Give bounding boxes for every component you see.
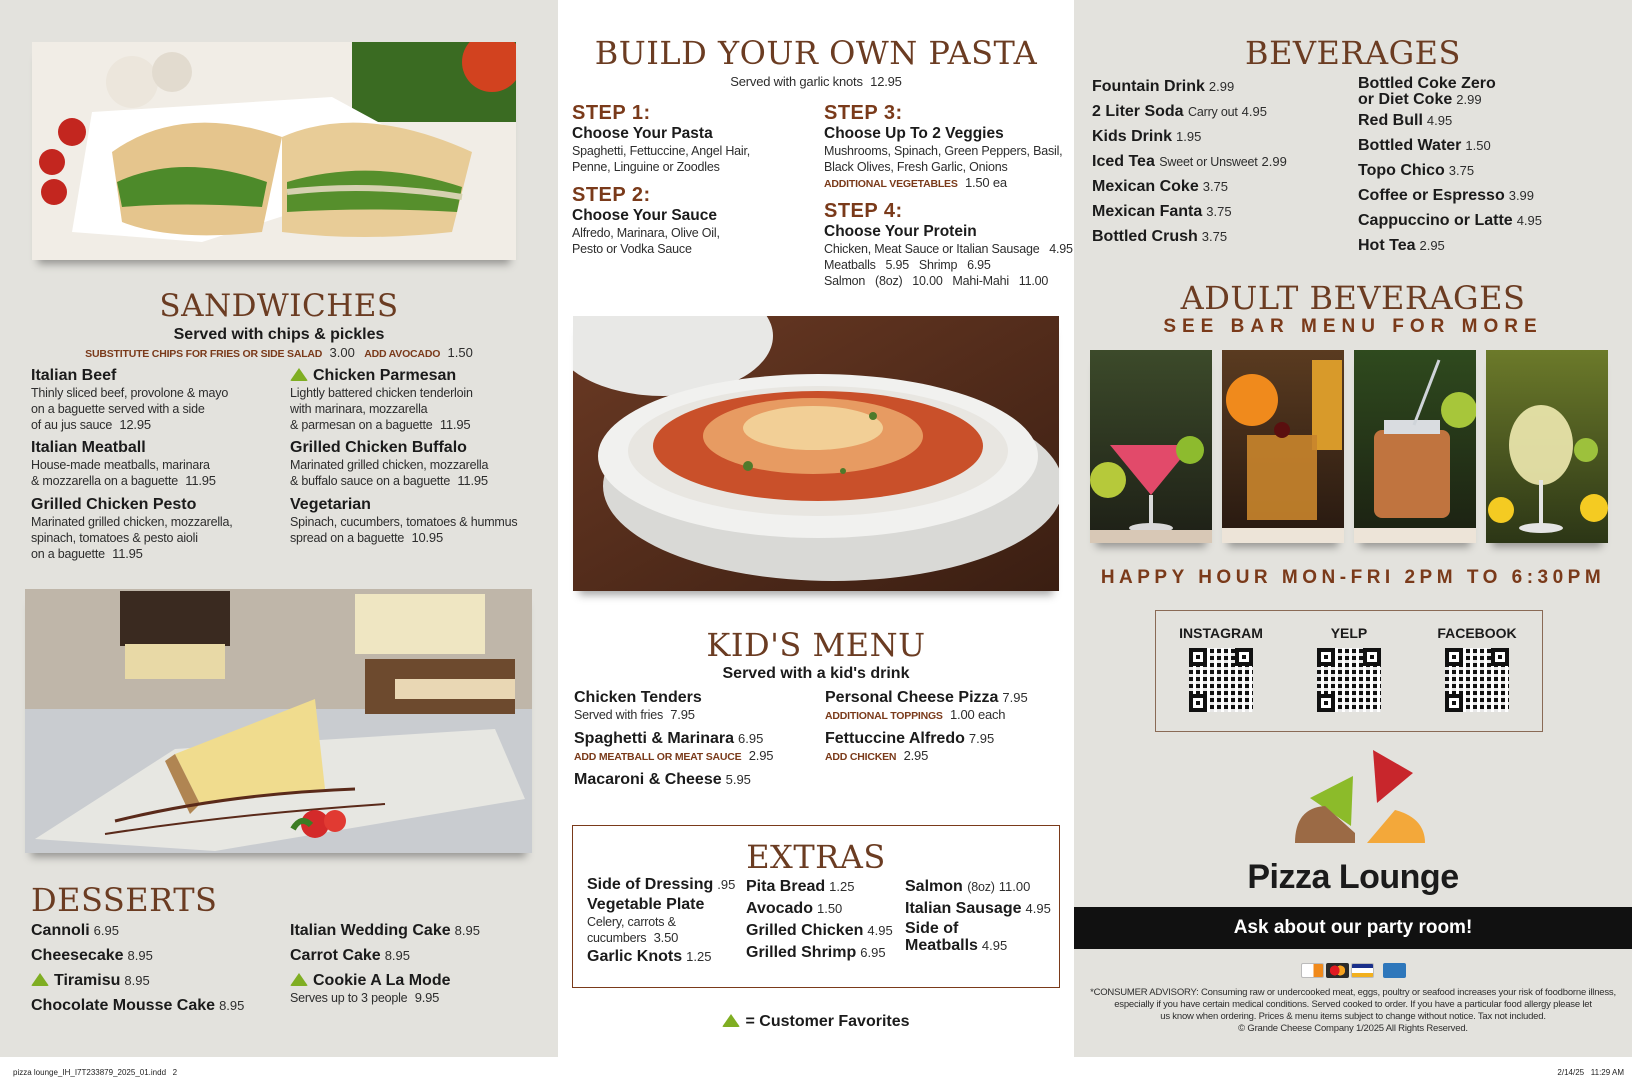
sandwich-item: [31, 496, 281, 562]
kids-title: KID'S MENU: [706, 626, 926, 664]
cocktail-photo: [1486, 350, 1608, 543]
avocado-label: ADD AVOCADO: [364, 348, 441, 360]
pasta-step-2: STEP 2: Choose Your Sauce Alfredo, Marinara, Olive Oil, Pesto or Vodka Sauce: [572, 184, 720, 256]
social-instagram[interactable]: INSTAGRAM: [1166, 625, 1276, 712]
dessert-item: Chocolate Mousse Cake 8.95: [31, 997, 245, 1014]
beverage-item: Bottled Water 1.50: [1358, 137, 1491, 154]
print-timestamp: 2/14/25 11:29 AM: [1557, 1068, 1624, 1077]
extras-col-3: Salmon (8oz) 11.00 Italian Sausage 4.95 Side of Meatballs 4.95: [905, 878, 1051, 954]
right-panel: [1074, 0, 1632, 1057]
dessert-item: Cannoli 6.95: [31, 922, 119, 939]
avocado-price: 1.50: [447, 345, 473, 360]
social-yelp[interactable]: YELP: [1294, 625, 1404, 712]
beverage-item: Coffee or Espresso 3.99: [1358, 187, 1535, 204]
beverage-item: Topo Chico 3.75: [1358, 162, 1475, 179]
dessert-item: Tiramisu 8.95: [31, 972, 150, 990]
social-facebook[interactable]: FACEBOOK: [1422, 625, 1532, 712]
favorite-icon: [31, 973, 49, 986]
kids-item: Spaghetti & Marinara 6.95 ADD MEATBALL OR MEAT SAUCE 2.95: [574, 730, 774, 763]
visa-icon: [1351, 963, 1374, 978]
qr-code-icon[interactable]: [1317, 648, 1381, 712]
cocktail-photo: [1222, 350, 1344, 543]
sandwich-desc: Marinated grilled chicken, mozzarella & buffalo sauce on a baguette 11.95: [290, 458, 489, 488]
sandwich-name: Grilled Chicken Pesto: [31, 496, 197, 513]
dessert-photo: [25, 589, 532, 853]
party-room-banner: Ask about our party room!: [1074, 907, 1632, 949]
beverage-item: Cappuccino or Latte 4.95: [1358, 212, 1542, 229]
social-box: [1155, 610, 1543, 732]
pasta-subtitle: Served with garlic knots 12.95: [730, 74, 902, 89]
dessert-item: Carrot Cake 8.95: [290, 947, 411, 964]
sandwich-name: Italian Meatball: [31, 439, 146, 456]
kids-item: Macaroni & Cheese 5.95: [574, 771, 751, 788]
sandwich-desc: Thinly sliced beef, provolone & mayo on a baguette served with a side of au jus sauce 12.95: [31, 386, 229, 432]
kids-subtitle: Served with a kid's drink: [722, 665, 910, 682]
beverage-item: 2 Liter Soda Carry out 4.95: [1092, 103, 1267, 120]
sandwich-photo: [32, 42, 516, 260]
beverage-item: Kids Drink 1.95: [1092, 128, 1202, 145]
sandwich-name: Italian Beef: [31, 367, 117, 384]
sandwich-name: Vegetarian: [290, 496, 371, 513]
extras-col-1: Side of Dressing .95 Vegetable Plate Celery, carrots & cucumbers 3.50 Garlic Knots 1.25: [587, 876, 736, 965]
sandwich-item: [31, 439, 281, 489]
old-fashioned-glass-icon: [1222, 350, 1344, 543]
pizza-lounge-logo: [1074, 748, 1632, 898]
payment-icons: [1074, 963, 1632, 983]
brand-name: Pizza Lounge: [1247, 858, 1459, 896]
adult-beverages-subtitle: SEE BAR MENU FOR MORE: [1163, 316, 1543, 337]
substitute-label: SUBSTITUTE CHIPS FOR FRIES OR SIDE SALAD: [85, 348, 323, 360]
cheesecake-illustration: [25, 589, 532, 853]
qr-code-icon[interactable]: [1189, 648, 1253, 712]
beverage-item: Mexican Fanta 3.75: [1092, 203, 1232, 220]
beverage-item: Bottled Crush 3.75: [1092, 228, 1228, 245]
sandwich-desc: House-made meatballs, marinara & mozzarella on a baguette 11.95: [31, 458, 216, 488]
sandwich-desc: Marinated grilled chicken, mozzarella, spinach, tomatoes & pesto aioli on a baguette 11.95: [31, 515, 233, 561]
beverage-item: Iced Tea Sweet or Unsweet 2.99: [1092, 153, 1287, 170]
left-panel: [0, 0, 558, 1057]
beverage-item: Hot Tea 2.95: [1358, 237, 1445, 254]
pasta-step-1: STEP 1: Choose Your Pasta Spaghetti, Fettuccine, Angel Hair, Penne, Linguine or Zoodles: [572, 102, 751, 174]
pizza-slices-icon: [1285, 748, 1435, 848]
amex-icon: [1383, 963, 1406, 978]
beverage-item: Fountain Drink 2.99: [1092, 78, 1235, 95]
sandwiches-substitute-line: [0, 345, 558, 360]
baked-pasta-illustration: [573, 316, 1059, 591]
dessert-item: Italian Wedding Cake 8.95: [290, 922, 480, 939]
sandwich-desc: Spinach, cucumbers, tomatoes & hummus spread on a baguette 10.95: [290, 515, 518, 545]
happy-hour: HAPPY HOUR MON-FRI 2PM TO 6:30PM: [1100, 567, 1606, 588]
kids-item: Fettuccine Alfredo 7.95 ADD CHICKEN 2.95: [825, 730, 995, 763]
file-slug: pizza lounge_IH_I7T233879_2025_01.indd 2: [13, 1068, 178, 1077]
kids-item: Personal Cheese Pizza 7.95 ADDITIONAL TOPPINGS 1.00 each: [825, 689, 1028, 722]
discover-icon: [1301, 963, 1324, 978]
sandwich-name: Grilled Chicken Buffalo: [290, 439, 467, 456]
beverages-col-1: [1092, 74, 1287, 249]
cocktail-photo: [1090, 350, 1212, 543]
extras-box: [572, 825, 1060, 988]
adult-beverages-title: ADULT BEVERAGES: [1180, 279, 1526, 317]
beverages-col-2: [1358, 74, 1542, 258]
sandwich-item: [290, 496, 550, 546]
sandwich-item: [290, 367, 550, 433]
sandwiches-title: SANDWICHES: [159, 288, 399, 324]
cocktail-photo: [1354, 350, 1476, 543]
favorite-icon: [722, 1014, 740, 1027]
dessert-item: Cheesecake 8.95: [31, 947, 153, 964]
middle-panel: [558, 0, 1074, 1057]
extras-col-2: Pita Bread 1.25 Avocado 1.50 Grilled Chicken 4.95 Grilled Shrimp 6.95: [746, 878, 893, 961]
wine-glass-icon: [1486, 350, 1608, 543]
sandwiches-subtitle: Served with chips & pickles: [173, 326, 385, 343]
qr-code-icon[interactable]: [1445, 648, 1509, 712]
mule-mug-icon: [1354, 350, 1476, 543]
sandwich-item: [31, 367, 281, 433]
pasta-photo: [573, 316, 1059, 591]
beverage-item: Red Bull 4.95: [1358, 112, 1453, 129]
sandwich-illustration: [32, 42, 516, 260]
beverage-item: Bottled Coke Zero or Diet Coke 2.99: [1358, 75, 1496, 108]
dessert-item: Cookie A La Mode Serves up to 3 people 9.95: [290, 972, 451, 1005]
pasta-step-4: STEP 4: Choose Your Protein Chicken, Meat Sauce or Italian Sausage 4.95 Meatballs 5.95 Shrimp 6.95 Salmon (8oz) 10.00 Mahi-Mahi 11.00: [824, 200, 1073, 288]
sandwich-item: [290, 439, 550, 489]
mastercard-icon: [1326, 963, 1349, 978]
cosmo-glass-icon: [1090, 350, 1212, 543]
beverage-item: Mexican Coke 3.75: [1092, 178, 1229, 195]
pasta-title: BUILD YOUR OWN PASTA: [594, 34, 1038, 72]
substitute-price: 3.00: [329, 345, 355, 360]
favorites-legend: = Customer Favorites: [558, 1013, 1074, 1031]
kids-item: Chicken Tenders Served with fries 7.95: [574, 689, 702, 722]
sandwich-desc: Lightly battered chicken tenderloin with marinara, mozzarella & parmesan on a baguette 11.95: [290, 386, 473, 432]
pasta-step-3: STEP 3: Choose Up To 2 Veggies Mushrooms, Spinach, Green Peppers, Basil, Black Olives, Fresh Garlic, Onions ADDITIONAL VEGETABLES 1.50 ea: [824, 102, 1063, 190]
consumer-advisory: *CONSUMER ADVISORY: Consuming raw or undercooked meat, eggs, poultry or seafood increases your risk of foodborne illness, especially if you have certain medical conditions. Served cooked to order. If you have a particular food allergy please let us know when ordering. Prices & menu items subject to change without notice. Tax not included. © Grande Cheese Company 1/2025 All Rights Reserved.: [1090, 987, 1616, 1034]
favorite-icon: [290, 973, 308, 986]
favorite-icon: [290, 368, 308, 381]
extras-title: EXTRAS: [746, 838, 886, 876]
desserts-title: DESSERTS: [31, 881, 218, 919]
beverages-title: BEVERAGES: [1245, 34, 1461, 72]
sandwich-name: Chicken Parmesan: [290, 367, 550, 385]
